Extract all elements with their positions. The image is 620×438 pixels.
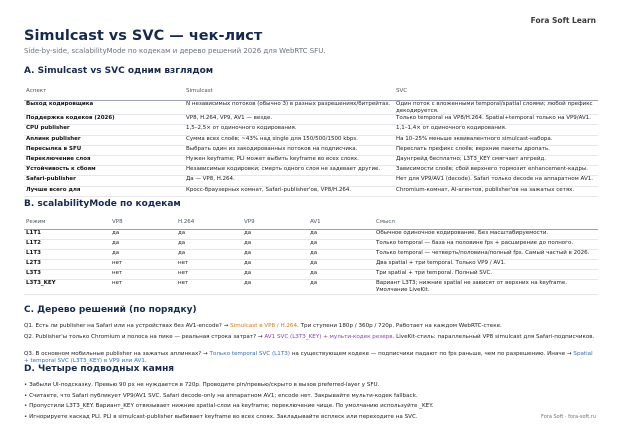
meaning-cell: Только temporal — база на половине fps + расширение до полного. (374, 240, 598, 250)
q1-answer: Simulcast в VP8 / H.264 (230, 323, 298, 329)
list-item: • Пропустили L3T3_KEY. Вариант_KEY отвязывает нижние spatial-слои на keyframe; переключение чище. По умолчанию используйте _KEY. (24, 403, 434, 409)
av1-cell: да (308, 230, 374, 240)
column-header: Аспект (24, 82, 184, 101)
column-header: VP9 (242, 216, 308, 230)
section-b-heading: B. scalabilityMode по кодекам (24, 199, 181, 209)
simulcast-cell: Кросс-браузерных комнат, Safari-publisher'ов, VP8/H.264. (184, 186, 394, 196)
table-row (24, 230, 598, 240)
meaning-cell: Вариант L3T3; нижние spatial не зависят от верхних на keyframe. Умолчание LiveKit. (374, 280, 598, 295)
column-header: Смысл (374, 216, 598, 230)
column-header: SVC (394, 82, 598, 101)
mode-cell: L2T3 (24, 260, 110, 270)
av1-cell: да (308, 240, 374, 250)
aspect-cell: Поддержка кодеков (2026) (24, 115, 184, 125)
svc-cell: Chromium-комнат, AI-агентов, publisher'ов на зажатых сетях. (394, 186, 598, 196)
q2-answer: AV1 SVC (L3T3_KEY) + мульти-кодек резерв (264, 334, 393, 340)
table-header-row (24, 82, 598, 101)
svc-cell: Переслать префикс слоёв; верхние пакеты дропать. (394, 145, 598, 155)
meaning-cell: Два spatial + три temporal. Только VP9 / AV1. (374, 260, 598, 270)
table-row (24, 280, 598, 295)
q3-end: . (144, 358, 147, 364)
decision-q1 (24, 323, 596, 330)
aspect-cell: Пересылка в SFU (24, 145, 184, 155)
q1-detail: . Три ступени 180p / 360p / 720p. Работает на каждом WebRTC-стеке. (297, 323, 502, 329)
h264-cell: нет (176, 260, 242, 270)
footer: Fora Soft · fora-soft.ru (541, 414, 596, 420)
av1-cell: да (308, 250, 374, 260)
meaning-cell: Три spatial + три temporal. Полный SVC. (374, 270, 598, 280)
meaning-cell: Только temporal — четверть/половина/полный fps. Самый частый в 2026. (374, 250, 598, 260)
vp9-cell: да (242, 270, 308, 280)
av1-cell: да (308, 270, 374, 280)
column-header: Режим (24, 216, 110, 230)
svc-cell: 1,1–1,4× от одиночного кодирования. (394, 125, 598, 135)
vp8-cell: да (110, 230, 176, 240)
svc-cell: Зависимости слоёв; сбой верхнего тормозит enhancement-кадры. (394, 166, 598, 176)
vp9-cell: да (242, 260, 308, 270)
list-item: • Забыли UI-подсказку. Превью 90 px не нуждается в 720p. Проводите pin/превью/скрыто в вызов preferred-layer у SFU. (24, 382, 380, 388)
page-title: Simulcast vs SVC — чек-лист (24, 28, 263, 44)
vp8-cell: нет (110, 270, 176, 280)
mode-cell: L1T3 (24, 250, 110, 260)
simulcast-cell: Да — VP8, H.264. (184, 176, 394, 186)
section-a-heading: A. Simulcast vs SVC одним взглядом (24, 66, 214, 76)
table-row (24, 155, 598, 165)
page-subtitle: Side-by-side, scalabilityMode по кодекам и дерево решений 2026 для WebRTC SFU. (24, 47, 326, 55)
list-item: • Считаете, что Safari публикует VP9/AV1 SVC. Safari decode-only на аппаратном AV1; encode нет. Закрывайте мульти-кодек fallback. (24, 392, 418, 399)
q3-answer: Только temporal SVC (L1T3) (209, 351, 290, 357)
q2-detail: . LiveKit-стиль: параллельный VP8 simulcast для Safari-подписчиков. (392, 334, 595, 340)
svc-cell: Нет для VP9/AV1 (decode). Safari только decode на аппаратном AV1. (394, 176, 598, 186)
scalability-mode-table (24, 216, 598, 295)
svc-cell: Только temporal на VP8/H.264. Spatial+temporal только на VP9/AV1. (394, 115, 598, 125)
vp8-cell: нет (110, 280, 176, 295)
mode-cell: L3T3_KEY (24, 280, 110, 295)
aspect-cell: Переключение слоя (24, 155, 184, 165)
table-row (24, 125, 598, 135)
section-c-heading: C. Дерево решений (по порядку) (24, 305, 197, 315)
decision-q2 (24, 334, 596, 341)
h264-cell: да (176, 230, 242, 240)
simulcast-cell: Нужен keyframe; PLI может выбить keyframe во всех слоях. (184, 155, 394, 165)
table-row (24, 115, 598, 125)
simulcast-cell: VP8, H.264, VP9, AV1 — везде. (184, 115, 394, 125)
table-header-row (24, 216, 598, 230)
vp9-cell: да (242, 240, 308, 250)
vp9-cell: да (242, 230, 308, 240)
av1-cell: да (308, 260, 374, 270)
decision-q3 (24, 351, 596, 365)
q2-text: Q2. Publisher'ы только Chromium и полоса на пике — реальная строка затрат? → (24, 334, 265, 340)
aspect-cell: Лучше всего для (24, 186, 184, 196)
aspect-cell: Устойчивость к сбоям (24, 166, 184, 176)
vp8-cell: да (110, 250, 176, 260)
simulcast-cell: Выбрать один из закодированных потоков на подписчика. (184, 145, 394, 155)
aspect-cell: CPU publisher (24, 125, 184, 135)
table-row (24, 176, 598, 186)
table-row (24, 166, 598, 176)
list-item: • Игнорируете каскад PLI. PLI в simulcast-publisher выбивает keyframe во всех слоях. Закладывайте всплеск или переходите на SVC. (24, 413, 418, 420)
h264-cell: да (176, 240, 242, 250)
vp9-cell: да (242, 250, 308, 260)
mode-cell: L3T3 (24, 270, 110, 280)
simulcast-cell: N независимых потоков (обычно 3) в разных разрешениях/битрейтах. (184, 101, 394, 115)
h264-cell: да (176, 250, 242, 260)
table-row (24, 250, 598, 260)
q3-text: Q3. В основном мобильные publisher на зажатых аплинках? → (24, 351, 210, 357)
mode-cell: L1T1 (24, 230, 110, 240)
table-row (24, 101, 598, 115)
column-header: AV1 (308, 216, 374, 230)
mode-cell: L1T2 (24, 240, 110, 250)
meaning-cell: Обычное одиночное кодирование. Без масштабируемости. (374, 230, 598, 240)
aspect-cell: Safari-publisher (24, 176, 184, 186)
svc-cell: На 10–25% меньше эквивалентного simulcast-набора. (394, 135, 598, 145)
av1-cell: да (308, 280, 374, 295)
aspect-cell: Аплинк publisher (24, 135, 184, 145)
table-row (24, 135, 598, 145)
column-header: H.264 (176, 216, 242, 230)
h264-cell: нет (176, 280, 242, 295)
simulcast-cell: Независимые кодировки; смерть одного слоя не задевает другие. (184, 166, 394, 176)
vp8-cell: нет (110, 260, 176, 270)
simulcast-cell: Сумма всех слоёв; ~43% над single для 150/500/1500 kbps. (184, 135, 394, 145)
q3-detail: на существующем кодеке — подписчики падают по fps раньше, чем по разрешению. Иначе → (289, 351, 574, 357)
table-row (24, 270, 598, 280)
table-row (24, 145, 598, 155)
svc-cell: Один поток с вложенными temporal/spatial слоями; любой префикс декодируется. (394, 101, 598, 115)
table-row (24, 260, 598, 270)
h264-cell: нет (176, 270, 242, 280)
aspect-cell: Выход кодировщика (24, 101, 184, 115)
vp9-cell: да (242, 280, 308, 295)
brand-label: Fora Soft Learn (530, 16, 596, 25)
pitfalls-list (24, 382, 596, 424)
simulcast-cell: 1,5–2,5× от одиночного кодирования. (184, 125, 394, 135)
q3-alternative: Spatial + temporal SVC (L3T3_KEY) в VP9 или AV1 (24, 351, 593, 364)
vp8-cell: да (110, 240, 176, 250)
column-header: VP8 (110, 216, 176, 230)
section-d-heading: D. Четыре подводных камня (24, 364, 175, 374)
table-row (24, 240, 598, 250)
simulcast-vs-svc-table (24, 82, 598, 197)
q1-text: Q1. Есть ли publisher на Safari или на устройствах без AV1-encode? → (24, 323, 231, 329)
table-row (24, 186, 598, 196)
svc-cell: Даунгрейд бесплатно; L3T3_KEY смягчает апгрейд. (394, 155, 598, 165)
column-header: Simulcast (184, 82, 394, 101)
